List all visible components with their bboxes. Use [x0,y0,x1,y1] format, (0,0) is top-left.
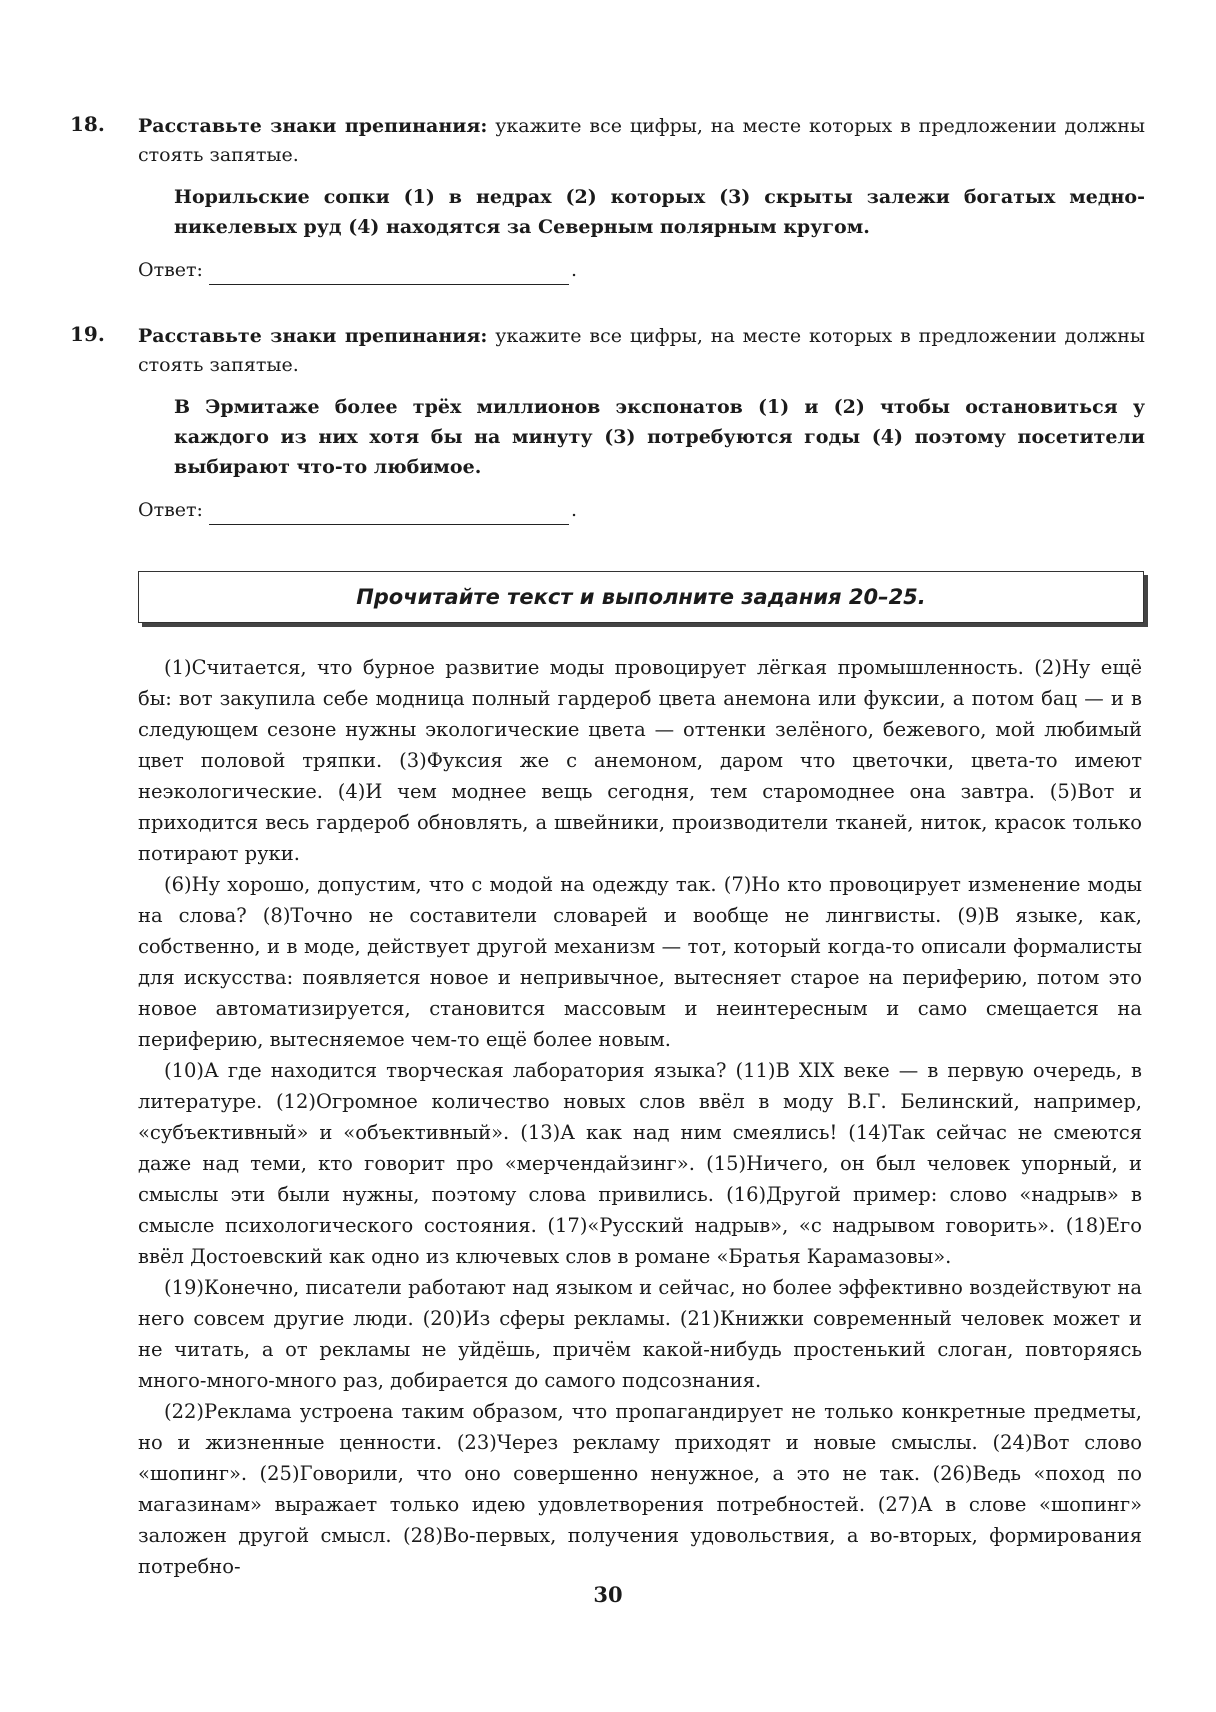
task-body [138,112,1145,285]
instruction-text: укажите все цифры, на месте которых в предложении должны стоять запятые. [138,325,1145,376]
instruction-lead: Расставьте знаки препинания: [138,325,488,347]
paragraph: (19)Конечно, писатели работают над языком и сейчас, но более эффективно воздействуют на него совсем другие люди. (20)Из сферы рекламы. (21)Книжки современный человек может и не читать, а от рекламы не уйдёшь, причём какой-нибудь простенький слоган, повторяясь много-много-много раз, добирается до самого подсознания. [138,1276,1142,1392]
answer-row [138,496,1145,525]
task-number: 19. [70,322,105,346]
answer-row [138,256,1145,285]
paragraph: (1)Считается, что бурное развитие моды провоцирует лёгкая промышленность. (2)Ну ещё бы: вот закупила себе модница полный гардероб цвета анемона или фуксии, а потом бац — и в следующем сезоне нужны экологические цвета — оттенки зелёного, бежевого, мой любимый цвет половой тряпки. (3)Фуксия же с анемоном, даром что цветочки, цвета-то имеют неэкологические. (4)И чем моднее вещь сегодня, тем старомоднее она завтра. (5)Вот и приходится весь гардероб обновлять, а швейники, производители тканей, ниток, красок только потирают руки. [138,656,1142,865]
reading-text [138,652,1142,1582]
answer-period: . [570,259,577,281]
paragraph: (10)А где находится творческая лаборатория языка? (11)В XIX веке — в первую очередь, в литературе. (12)Огромное количество новых слов ввёл в моду В.Г. Белинский, например, «субъективный» и «объективный». (13)А как над ним смеялись! (14)Так сейчас не смеются даже над теми, кто говорит про «мерчендайзинг». (15)Ничего, он был человек упорный, и смыслы эти были нужны, поэтому слова привились. (16)Другой пример: слово «надрыв» в смысле психологического состояния. (17)«Русский надрыв», «с надрывом говорить». (18)Его ввёл Достоевский как одно из ключевых слов в романе «Братья Карамазовы». [138,1059,1142,1268]
answer-period: . [570,499,577,521]
page-number: 30 [593,1582,623,1607]
answer-label: Ответ: [138,499,203,521]
task-instruction [138,112,1145,170]
task-body [138,322,1145,525]
task-sentence: В Эрмитаже более трёх миллионов экспонатов (1) и (2) чтобы остановиться у каждого из них хотя бы на минуту (3) потребуются годы (4) поэтому посетители выбирают что-то любимое. [174,396,1145,478]
answer-label: Ответ: [138,259,203,281]
task-18 [70,112,1145,285]
task-number: 18. [70,112,105,136]
paragraph: (22)Реклама устроена таким образом, что пропагандирует не только конкретные предметы, но и жизненные ценности. (23)Через рекламу приходят и новые смыслы. (24)Вот слово «шопинг». (25)Говорили, что оно совершенно ненужное, а это не так. (26)Ведь «поход по магазинам» выражает только идею удовлетворения потребностей. (27)А в слове «шопинг» заложен другой смысл. (28)Во-первых, получения удовольствия, а во-вторых, формирования потребно- [138,1400,1142,1578]
answer-field[interactable] [209,504,569,525]
task-19 [70,322,1145,525]
reading-instruction-banner: Прочитайте текст и выполните задания 20–25. [138,571,1144,623]
task-instruction [138,322,1145,380]
task-sentence: Норильские сопки (1) в недрах (2) которых (3) скрыты залежи богатых медно-никелевых руд (4) находятся за Северным полярным кругом. [174,186,1145,238]
instruction-lead: Расставьте знаки препинания: [138,115,488,137]
answer-field[interactable] [209,264,569,285]
instruction-text: укажите все цифры, на месте которых в предложении должны стоять запятые. [138,115,1145,166]
paragraph: (6)Ну хорошо, допустим, что с модой на одежду так. (7)Но кто провоцирует изменение моды на слова? (8)Точно не составители словарей и вообще не лингвисты. (9)В языке, как, собственно, и в моде, действует другой механизм — тот, который когда-то описали формалисты для искусства: появляется новое и непривычное, вытесняет старое на периферию, потом это новое автоматизируется, становится массовым и неинтересным и само смещается на периферию, вытесняемое чем-то ещё более новым. [138,873,1142,1051]
